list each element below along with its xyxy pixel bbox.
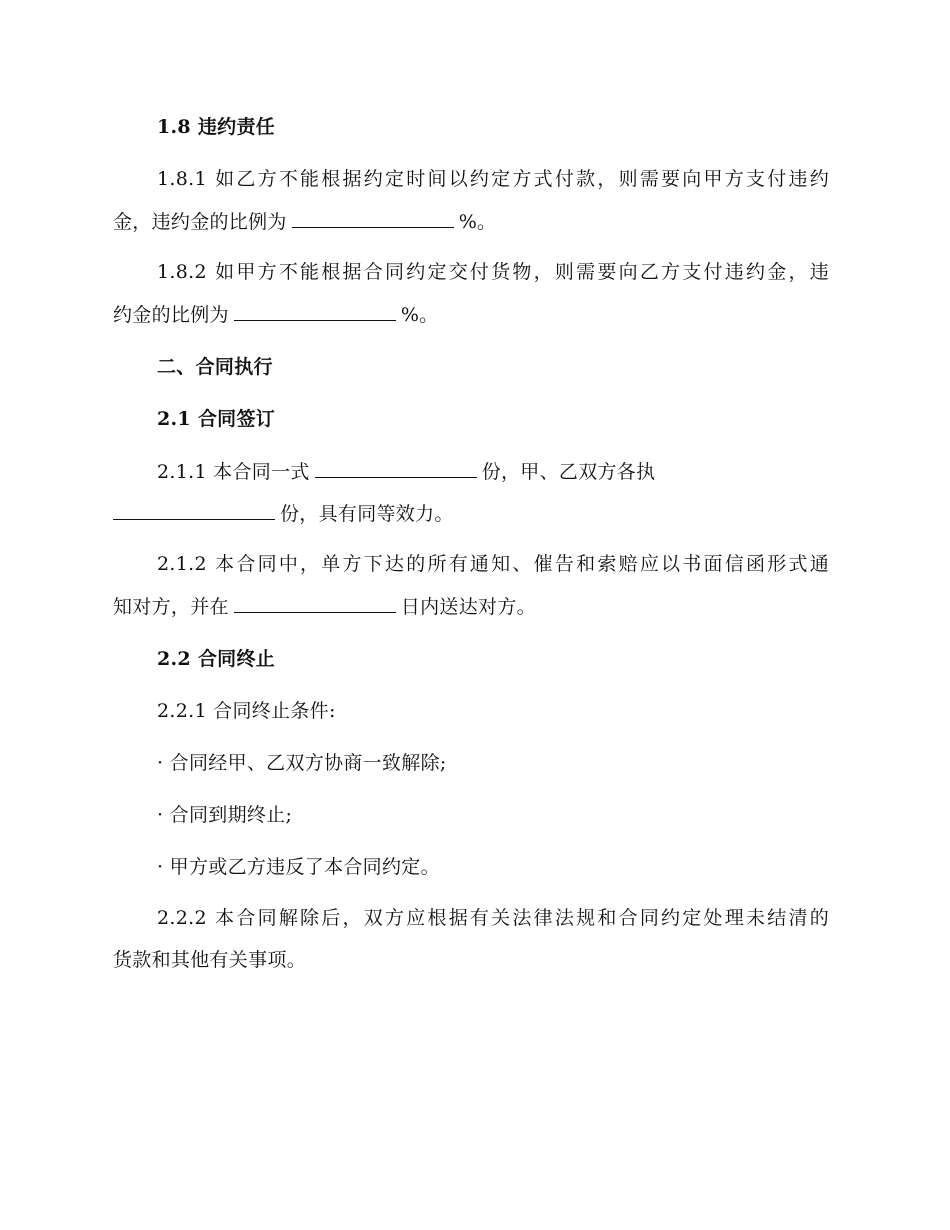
clause-1-8-2-text-before-blank: 约金的比例为 — [113, 304, 229, 326]
termination-condition-item: · 合同经甲、乙双方协商一致解除; — [157, 752, 447, 774]
clause-2-2-2-line1: 2.2.2 本合同解除后，双方应根据有关法律法规和合同约定处理未结清的 — [157, 907, 829, 929]
clause-1-8-2-line2 — [113, 300, 438, 329]
clause-2-2-2-line2: 货款和其他有关事项。 — [113, 949, 307, 971]
chapter-heading-2: 二、合同执行 — [157, 356, 273, 378]
clause-2-1-1-text-after-blank: 份，甲、乙双方各执 — [481, 461, 656, 483]
clause-2-1-2-text-before-blank: 知对方，并在 — [113, 596, 229, 618]
section-heading-1-8: 1.8 违约责任 — [157, 116, 276, 138]
clause-2-1-2-line2 — [113, 592, 536, 621]
clause-1-8-1-line1: 1.8.1 如乙方不能根据约定时间以约定方式付款，则需要向甲方支付违约 — [157, 168, 829, 190]
termination-condition-item: · 合同到期终止; — [157, 804, 293, 826]
clause-2-1-1-line2-text: 份，具有同等效力。 — [280, 503, 454, 525]
section-heading-2-2: 2.2 合同终止 — [157, 648, 276, 670]
clause-2-1-2-line1: 2.1.2 本合同中，单方下达的所有通知、催告和索赔应以书面信函形式通 — [157, 553, 829, 575]
clause-2-2-1: 2.2.1 合同终止条件: — [157, 700, 336, 722]
clause-2-1-1-line1 — [157, 457, 655, 486]
clause-1-8-1-text-before-blank: 金，违约金的比例为 — [113, 211, 287, 233]
clause-1-8-1-line2 — [113, 207, 496, 236]
copies-each-party-blank[interactable] — [113, 499, 275, 520]
clause-1-8-2-line1: 1.8.2 如甲方不能根据合同约定交付货物，则需要向乙方支付违约金，违 — [157, 261, 829, 283]
clause-2-1-2-text-after-blank: 日内送达对方。 — [400, 596, 536, 618]
clause-2-1-1-text-before-blank: 2.1.1 本合同一式 — [157, 461, 310, 483]
clause-1-8-1-text-after-blank: %。 — [458, 211, 497, 233]
section-heading-2-1: 2.1 合同签订 — [157, 408, 276, 430]
clause-1-8-2-text-after-blank: %。 — [400, 304, 439, 326]
copies-total-blank[interactable] — [315, 457, 477, 478]
penalty-rate-blank-seller[interactable] — [234, 300, 396, 321]
clause-2-1-1-line2 — [113, 499, 454, 528]
penalty-rate-blank-buyer[interactable] — [292, 207, 454, 228]
termination-condition-item: · 甲方或乙方违反了本合同约定。 — [157, 856, 440, 878]
delivery-days-blank[interactable] — [234, 592, 396, 613]
